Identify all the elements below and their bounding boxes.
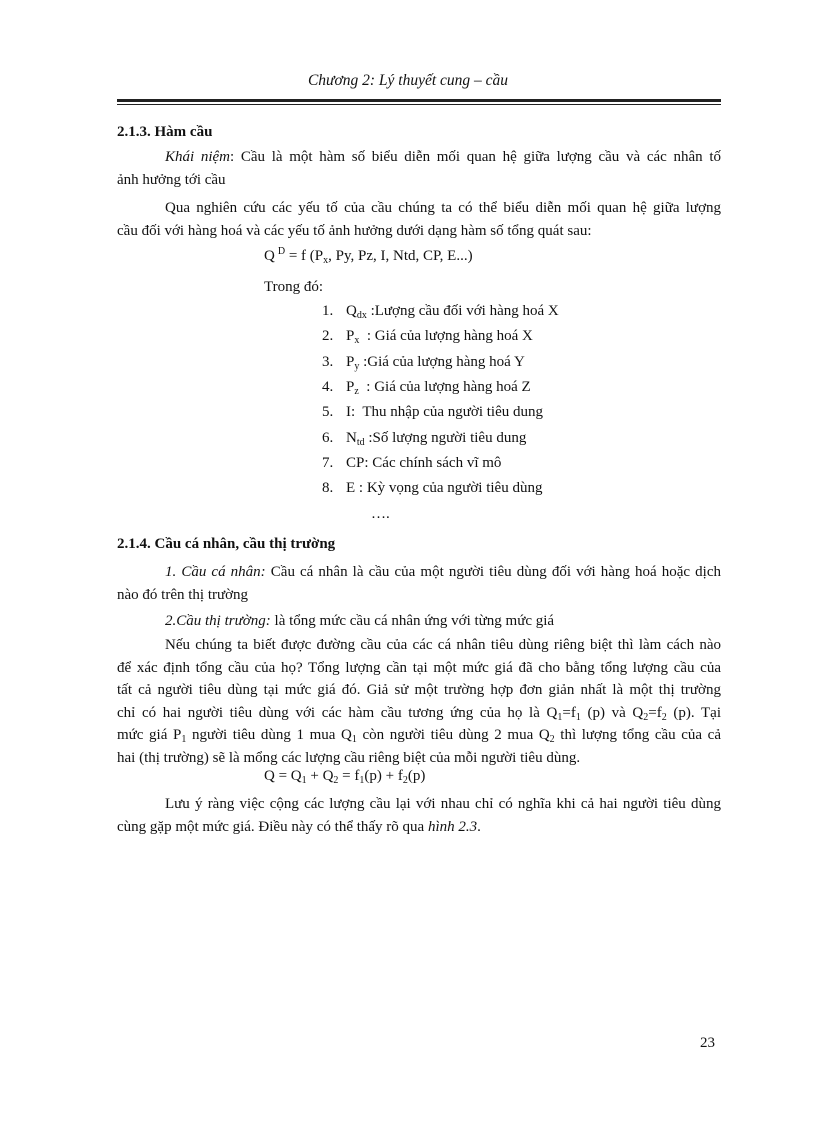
- market-demand-formula: $Q = Q_1 + Q_2 = f_1(p) + f_2(p)$: [264, 768, 426, 786]
- list-number: 6.: [322, 429, 334, 446]
- factor-list-item: [322, 328, 533, 345]
- header-rule-thin: [117, 104, 721, 105]
- factor-subscript: z: [354, 385, 359, 397]
- factor-description: :Lượng cầu đối với hàng hoá X: [366, 303, 559, 319]
- list-number: 7.: [322, 454, 334, 471]
- market-demand-term: 2.Cầu thị trường:: [165, 613, 271, 629]
- figure-reference: hình 2.3: [427, 818, 478, 835]
- list-number: 4.: [322, 378, 334, 395]
- section-heading-cau-ca-nhan: 2.1.4. Cầu cá nhân, cầu thị trường: [117, 536, 336, 552]
- factor-list-item: [322, 379, 531, 396]
- factor-list-item: [322, 430, 526, 447]
- factor-symbol: P: [346, 328, 355, 345]
- header-rule-thick: [117, 99, 721, 102]
- page-number: 23: [700, 1035, 715, 1051]
- factor-symbol: P: [346, 353, 355, 370]
- factor-description: : Kỳ vọng của người tiêu dùng: [355, 480, 543, 497]
- where-label: Trong đó:: [264, 279, 324, 295]
- list-number: 3.: [322, 353, 334, 370]
- demand-function-formula: Q $^D$ = f ($P_x$, Py, Pz, I, Ntd, CP, E...): [264, 246, 473, 266]
- concept-text-2: ảnh hưởng tới cầu: [117, 171, 226, 188]
- factor-list-item: [322, 480, 542, 497]
- list-ellipsis: ….: [371, 506, 390, 522]
- factor-description: : Giá của lượng hàng hoá Z: [358, 378, 531, 395]
- factor-list-item: [322, 303, 559, 320]
- concept-term: Khái niệm: [165, 149, 231, 165]
- concept-paragraph: [117, 146, 721, 191]
- list-number: 5.: [322, 404, 334, 421]
- factor-description: :Số lượng người tiêu dung: [364, 429, 527, 446]
- factor-subscript: td: [356, 436, 365, 448]
- section-heading-ham-cau: 2.1.3. Hàm cầu: [117, 124, 213, 140]
- factor-symbol: E: [346, 480, 356, 497]
- factor-subscript: y: [354, 360, 360, 372]
- factor-description: :Giá của lượng hàng hoá Y: [359, 353, 525, 370]
- factor-list-item: [322, 404, 543, 421]
- individual-demand-term: 1. Cầu cá nhân:: [165, 564, 266, 580]
- factor-symbol: P: [346, 378, 355, 395]
- market-demand-paragraph: 2.Cầu thị trường: là tổng mức cầu cá nhân ứng với từng mức giá: [165, 613, 555, 629]
- concept-text-1: : Cầu là một hàm số biểu diễn mối quan hệ giữa lượng cầu và các nhân tố: [230, 149, 721, 165]
- factor-subscript: dx: [356, 310, 367, 321]
- intro-paragraph: [117, 197, 721, 242]
- factor-symbol: CP: [346, 454, 365, 471]
- intro-text-1: Qua nghiên cứu các yếu tố của cầu chúng ta có thể biểu diễn mối quan hệ giữa lượng: [165, 200, 721, 216]
- factor-symbol: I: [346, 404, 351, 421]
- factor-description: : Giá của lượng hàng hoá X: [359, 328, 533, 345]
- factor-description: : Các chính sách vĩ mô: [364, 454, 502, 471]
- factor-subscript: x: [354, 335, 360, 347]
- running-header: Chương 2: Lý thuyết cung – cầu: [307, 72, 509, 89]
- factor-symbol: N: [346, 429, 357, 446]
- factor-description: : Thu nhập của người tiêu dung: [351, 404, 544, 421]
- list-number: 8.: [322, 480, 334, 497]
- intro-text-2: cầu đối với hàng hoá và các yếu tố ảnh hưởng dưới dạng hàm số tổng quát sau:: [117, 222, 592, 239]
- factor-list-item: [322, 455, 501, 472]
- factor-list-item: [322, 354, 525, 371]
- aggregation-paragraph: Nếu chúng ta biết được đường cầu của các cá nhân tiêu dùng riêng biệt thì làm cách nào để xác định tổng cầu của họ? Tổng lượng cần tại một mức giá đã cho bằng tổng lượng cầu của tất cả người tiêu dùng tại mức giá đó. Giả sử một trường hợp đơn giản nhất là một thị trường chỉ có hai người tiêu dùng với các hàm cầu tương ứng của họ là $Q_1=f_1$ (p) và $Q_2=f_2$ (p). Tại mức giá $P_1$ người tiêu dùng 1 mua $Q_1$ còn người tiêu dùng 2 mua $Q_2$ thì lượng tổng cầu của cả hai (thị trường) sẽ là mổng các lượng cầu riêng biệt của mỗi người tiêu dùng.: [117, 637, 721, 766]
- note-paragraph: Lưu ý ràng việc cộng các lượng cầu lại với nhau chỉ có nghĩa khi cả hai người tiêu dùng cùng gặp một mức giá. Điều này có thể thấy rõ qua hình 2.3.: [117, 796, 721, 835]
- list-number: 2.: [322, 328, 334, 345]
- list-number: 1.: [322, 303, 334, 319]
- factor-symbol: Q: [346, 303, 357, 319]
- individual-demand-paragraph: 1. Cầu cá nhân: Cầu cá nhân là cầu của một người tiêu dùng đối với hàng hoá hoặc dịch nào đó trên thị trường: [117, 564, 721, 603]
